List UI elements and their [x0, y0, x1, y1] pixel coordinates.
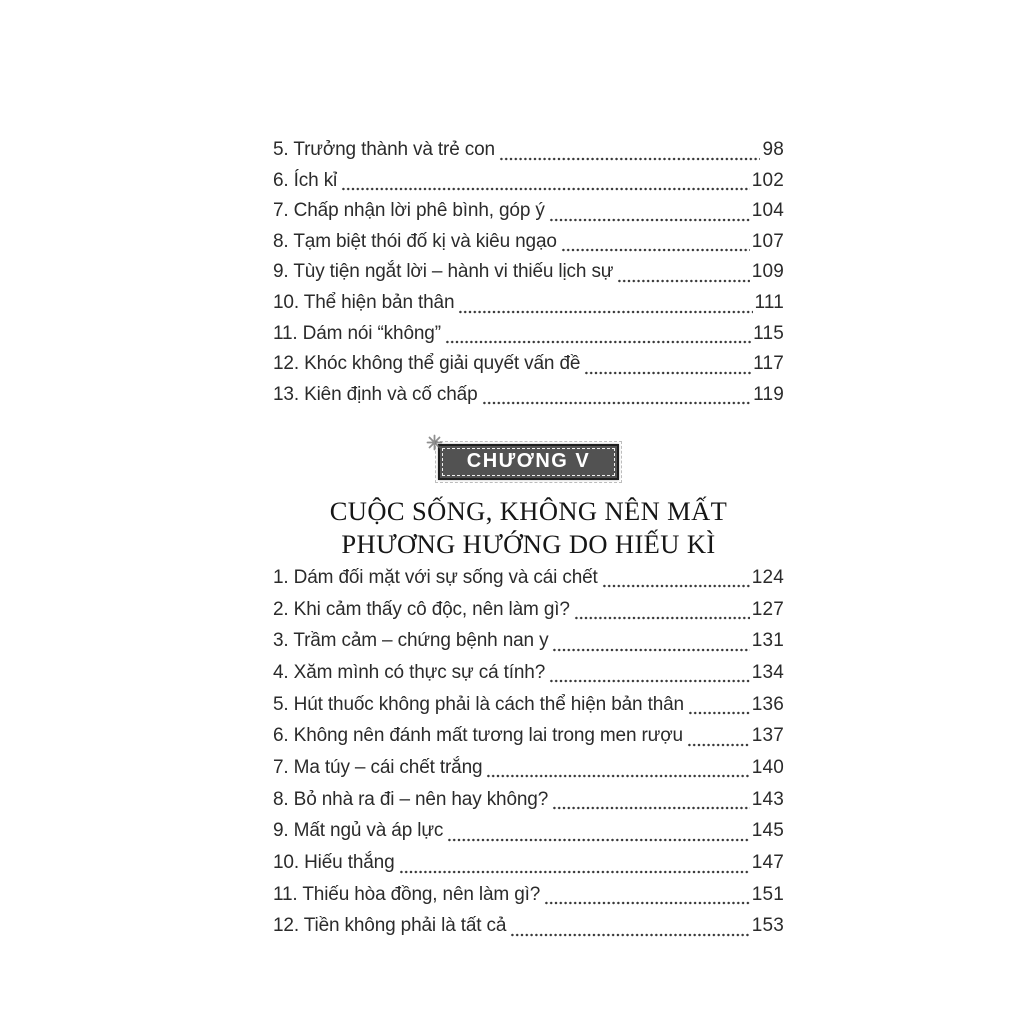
- toc-item-page: 153: [751, 915, 784, 937]
- dot-leader: [458, 299, 752, 314]
- chapter-header: [273, 444, 784, 561]
- toc-row: [273, 562, 784, 594]
- toc-item-label: 3. Trầm cảm – chứng bệnh nan y: [273, 630, 549, 652]
- toc-item-page: 109: [751, 261, 784, 283]
- toc-row: [273, 784, 784, 816]
- toc-item-label: 13. Kiên định và cố chấp: [273, 383, 478, 405]
- toc-row: [273, 257, 784, 288]
- toc-item-label: 7. Ma túy – cái chết trắng: [273, 756, 483, 778]
- toc-row: [273, 752, 784, 784]
- toc-item-page: 140: [751, 756, 784, 778]
- toc-item-page: 102: [751, 169, 784, 191]
- chapter-title-line1: CUỘC SỐNG, KHÔNG NÊN MẤT: [329, 496, 728, 526]
- toc-item-label: 9. Tùy tiện ngắt lời – hành vi thiếu lịch sự: [273, 261, 614, 283]
- chapter-title: [273, 495, 784, 561]
- dot-leader: [602, 573, 750, 588]
- toc-item-page: 147: [751, 852, 784, 874]
- toc-row: [273, 594, 784, 626]
- toc-item-label: 4. Xăm mình có thực sự cá tính?: [273, 661, 546, 683]
- toc-bottom-section: [273, 562, 784, 942]
- dot-leader: [510, 922, 749, 937]
- toc-row: [273, 227, 784, 258]
- dot-leader: [399, 859, 750, 874]
- toc-item-page: 137: [751, 725, 784, 747]
- toc-row: [273, 196, 784, 227]
- toc-item-page: 117: [753, 353, 784, 375]
- toc-item-label: 1. Dám đối mặt với sự sống và cái chết: [273, 566, 598, 588]
- dot-leader: [544, 890, 750, 905]
- toc-row: [273, 847, 784, 879]
- dot-leader: [561, 237, 750, 252]
- toc-item-page: 134: [751, 661, 784, 683]
- toc-item-label: 8. Tạm biệt thói đố kị và kiêu ngạo: [273, 230, 557, 252]
- toc-row: [273, 349, 784, 380]
- dot-leader: [688, 700, 750, 715]
- toc-item-page: 145: [751, 820, 784, 842]
- sparkle-icon: [426, 434, 443, 457]
- dot-leader: [574, 605, 750, 620]
- toc-item-label: 9. Mất ngủ và áp lực: [273, 820, 444, 842]
- toc-item-page: 104: [751, 200, 784, 222]
- dot-leader: [549, 207, 750, 222]
- chapter-badge-label: CHƯƠNG V: [466, 450, 591, 472]
- dot-leader: [687, 732, 750, 747]
- dot-leader: [499, 146, 760, 161]
- toc-item-page: 119: [753, 383, 784, 405]
- toc-row: [273, 318, 784, 349]
- toc-row: [273, 135, 784, 166]
- toc-item-page: 124: [751, 566, 784, 588]
- toc-item-page: 115: [753, 322, 784, 344]
- dot-leader: [341, 176, 750, 191]
- toc-row: [273, 379, 784, 410]
- dot-leader: [584, 360, 751, 375]
- toc-item-label: 8. Bỏ nhà ra đi – nên hay không?: [273, 788, 549, 810]
- toc-item-label: 10. Thể hiện bản thân: [273, 292, 455, 313]
- dot-leader: [486, 763, 749, 778]
- dot-leader: [552, 637, 749, 652]
- toc-item-label: 7. Chấp nhận lời phê bình, góp ý: [273, 200, 545, 222]
- toc-row: [273, 816, 784, 848]
- toc-row: [273, 879, 784, 911]
- toc-item-label: 11. Dám nói “không”: [273, 322, 441, 344]
- toc-item-page: 136: [751, 693, 784, 715]
- toc-row: [273, 625, 784, 657]
- dot-leader: [482, 390, 752, 405]
- dot-leader: [617, 268, 749, 283]
- toc-item-label: 5. Trưởng thành và trẻ con: [273, 139, 495, 161]
- toc-row: [273, 288, 784, 319]
- toc-item-page: 127: [751, 598, 784, 620]
- chapter-badge: [438, 444, 619, 480]
- toc-row: [273, 657, 784, 689]
- dot-leader: [447, 827, 749, 842]
- toc-row: [273, 720, 784, 752]
- toc-item-label: 12. Tiền không phải là tất cả: [273, 915, 507, 937]
- toc-item-page: 151: [751, 883, 784, 905]
- dot-leader: [549, 668, 750, 683]
- toc-row: [273, 911, 784, 943]
- toc-item-page: 107: [751, 230, 784, 252]
- toc-item-page: 143: [751, 788, 784, 810]
- chapter-title-line2: PHƯƠNG HƯỚNG DO HIẾU KÌ: [341, 529, 716, 559]
- dot-leader: [445, 329, 751, 344]
- dot-leader: [552, 795, 750, 810]
- toc-item-label: 2. Khi cảm thấy cô độc, nên làm gì?: [273, 598, 570, 620]
- toc-item-page: 98: [762, 139, 784, 161]
- toc-item-label: 12. Khóc không thể giải quyết vấn đề: [273, 353, 581, 375]
- toc-row: [273, 166, 784, 197]
- toc-item-label: 6. Không nên đánh mất tương lai trong men rượu: [273, 725, 683, 747]
- toc-item-label: 11. Thiếu hòa đồng, nên làm gì?: [273, 883, 541, 905]
- toc-top-section: [273, 135, 784, 410]
- toc-item-page: 111: [754, 292, 784, 313]
- toc-item-label: 6. Ích kỉ: [273, 169, 338, 191]
- toc-item-page: 131: [751, 630, 784, 652]
- toc-item-label: 5. Hút thuốc không phải là cách thể hiện bản thân: [273, 693, 684, 715]
- toc-row: [273, 689, 784, 721]
- toc-item-label: 10. Hiếu thắng: [273, 852, 395, 874]
